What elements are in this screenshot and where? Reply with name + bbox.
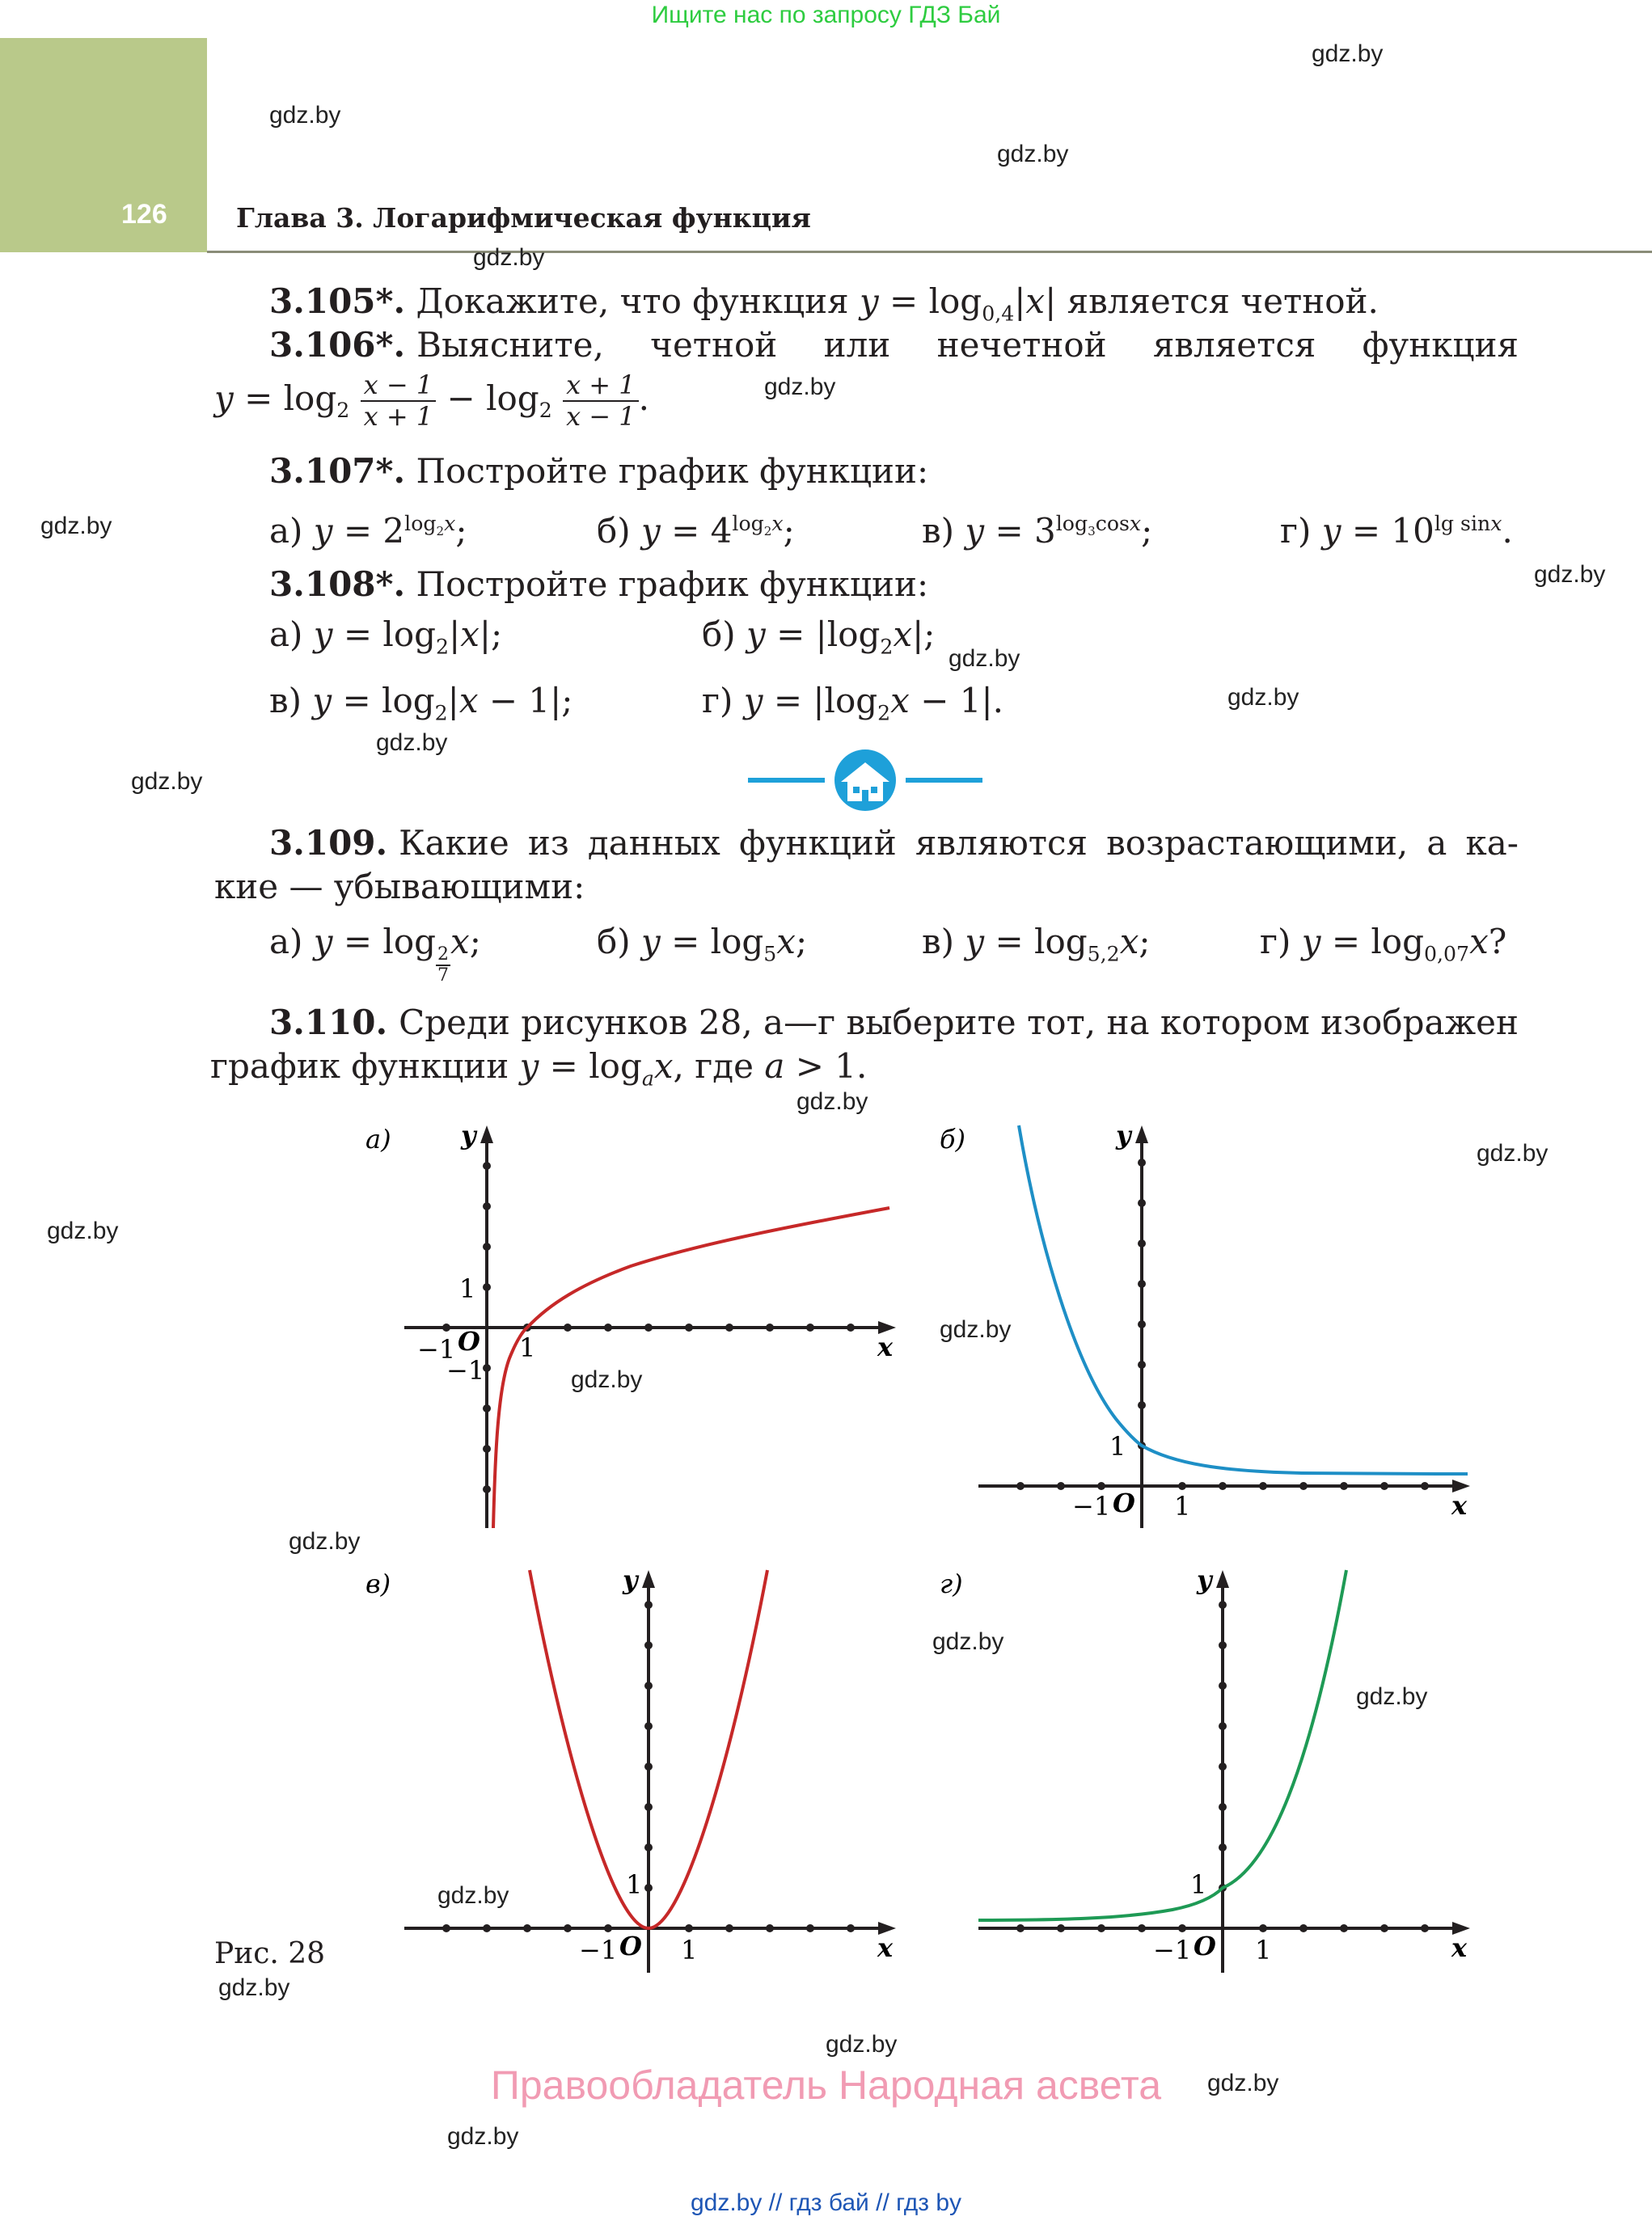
problem-number: 3.106*.	[269, 325, 406, 365]
tick-label: 1	[1255, 1935, 1272, 1965]
footer-links[interactable]: gdz.by // гдз бай // гдз by	[690, 2189, 962, 2216]
origin-label: O	[458, 1326, 480, 1357]
watermark: gdz.by	[376, 729, 448, 756]
tick-label: 1	[626, 1869, 643, 1900]
watermark: gdz.by	[447, 2123, 519, 2150]
y-axis-label: y	[1116, 1120, 1131, 1150]
item-3-107-d: г) $y = 10^{lg sinx}$.	[1280, 511, 1513, 551]
watermark: gdz.by	[1312, 40, 1384, 67]
watermark: gdz.by	[571, 1366, 643, 1393]
problem-3-109	[269, 823, 1519, 863]
origin-label: O	[1113, 1488, 1135, 1518]
home-divider	[744, 748, 987, 813]
x-axis-label: x	[877, 1332, 894, 1362]
figure-panel-b	[930, 1116, 1480, 1536]
item-3-108-a: а) $y = \log_2|x|$;	[269, 614, 503, 659]
tick-label: −1	[579, 1935, 618, 1965]
watermark: gdz.by	[40, 513, 112, 539]
problem-3-106	[269, 325, 1519, 365]
item-3-107-b: б) $y = 4^{log_2x}$;	[597, 511, 795, 551]
panel-label: б)	[940, 1124, 966, 1155]
watermark: gdz.by	[826, 2031, 898, 2058]
formula: y	[859, 281, 879, 321]
problem-3-107	[269, 451, 928, 491]
curve	[978, 1570, 1346, 1920]
header-rule	[207, 251, 1652, 253]
tick-label: 1	[1190, 1869, 1207, 1900]
watermark: gdz.by	[1534, 561, 1606, 588]
problem-3-109-line2: кие — убывающими:	[214, 867, 585, 906]
watermark: gdz.by	[47, 1218, 119, 1244]
x-axis-label: x	[877, 1932, 894, 1963]
watermark: gdz.by	[932, 1628, 1004, 1655]
item-3-109-c: в) $y = \log_{5,2}x$;	[922, 922, 1151, 966]
watermark: gdz.by	[473, 244, 545, 271]
item-3-109-b: б) $y = \log_5x$;	[597, 922, 808, 966]
watermark: gdz.by	[796, 1088, 868, 1115]
panel-label: г)	[940, 1568, 963, 1599]
tick-label: −1	[417, 1334, 456, 1365]
problem-text-tail: является четной.	[1067, 281, 1379, 321]
watermark: gdz.by	[1227, 684, 1299, 711]
tick-label: 1	[681, 1935, 698, 1965]
problem-number: 3.105*.	[269, 281, 406, 321]
tick-label: −1	[1153, 1935, 1192, 1965]
y-axis-label: y	[623, 1564, 638, 1595]
watermark: gdz.by	[949, 645, 1020, 672]
panel-label: в)	[365, 1568, 391, 1599]
problem-3-110-line2: график функции $y = \log_ax$, где a > 1.	[210, 1046, 868, 1091]
top-banner: Ищите нас по запросу ГДЗ Бай	[651, 2, 1001, 28]
page-number: 126	[121, 199, 167, 230]
tick-label: −1	[1072, 1491, 1111, 1522]
watermark: gdz.by	[764, 374, 836, 400]
watermark: gdz.by	[131, 768, 203, 795]
axes	[978, 1570, 1470, 1973]
y-axis-label: y	[461, 1120, 476, 1150]
home-icon	[834, 749, 896, 811]
x-axis-label: x	[1451, 1490, 1468, 1521]
item-3-109-a: а) y = log $\frac{2}{7}$ x;	[269, 922, 481, 986]
figure-panel-d	[930, 1560, 1480, 1981]
watermark: gdz.by	[940, 1316, 1012, 1343]
watermark: gdz.by	[289, 1528, 361, 1555]
curve	[493, 1208, 889, 1528]
chapter-title: Глава 3. Логарифмическая функция	[236, 202, 811, 234]
watermark: gdz.by	[1207, 2070, 1279, 2096]
problem-text: Постройте график функции:	[416, 564, 929, 604]
tick-label: 1	[519, 1332, 536, 1363]
copyright-notice: Правообладатель Народная асвета	[490, 2062, 1162, 2108]
watermark: gdz.by	[218, 1974, 290, 2001]
figure-panel-a	[356, 1116, 906, 1536]
figure-panel-c	[356, 1560, 906, 1981]
formula-3-106: $y = \log_2$ $\frac{x - 1}{x + 1}$ − $\log_2$ $\frac{x + 1}{x - 1}$ .	[214, 369, 649, 432]
watermark: gdz.by	[997, 141, 1069, 167]
item-3-109-d: г) $y = \log_{0,07}x$?	[1260, 922, 1507, 966]
watermark: gdz.by	[1356, 1683, 1428, 1710]
curve	[1019, 1125, 1468, 1474]
watermark: gdz.by	[269, 102, 341, 129]
origin-label: O	[619, 1931, 642, 1961]
panel-label: а)	[365, 1124, 391, 1155]
tick-label: 1	[459, 1273, 476, 1304]
problem-number: 3.107*.	[269, 451, 406, 491]
problem-text: Выясните, четной или нечетной является функция	[416, 325, 1519, 365]
header-color-block	[0, 38, 207, 252]
item-3-107-c: в) $y = 3^{log_3cosx}$;	[922, 511, 1153, 551]
problem-number: 3.109.	[269, 823, 388, 863]
problem-3-108	[269, 564, 928, 604]
problem-number: 3.108*.	[269, 564, 406, 604]
origin-label: O	[1194, 1931, 1216, 1961]
axes	[404, 1570, 896, 1973]
tick-label: −1	[446, 1355, 485, 1386]
problem-text: Докажите, что функция	[416, 281, 849, 321]
x-axis-label: x	[1451, 1932, 1468, 1963]
figure-caption: Рис. 28	[214, 1937, 326, 1970]
tick-label: 1	[1174, 1491, 1191, 1522]
problem-number: 3.110.	[269, 1003, 388, 1042]
tick-label: 1	[1109, 1431, 1126, 1462]
watermark: gdz.by	[437, 1882, 509, 1909]
problem-text: Какие из данных функций являются возрастающими, а ка-	[399, 823, 1519, 863]
item-3-108-d: г) $y = |\log_2x - 1|$.	[702, 681, 1003, 725]
watermark: gdz.by	[1477, 1140, 1548, 1167]
item-3-107-a: а) $y = 2^{log_2x}$;	[269, 511, 467, 551]
problem-3-110	[269, 1003, 1519, 1042]
item-3-108-b: б) $y = |\log_2x|$;	[702, 614, 936, 659]
problem-3-105: 3.105*. Докажите, что функция $y = \log_{0,4}|x|$ является четной.	[269, 281, 1379, 326]
item-3-108-c: в) $y = \log_2|x - 1|$;	[269, 681, 573, 725]
problem-text: Постройте график функции:	[416, 451, 929, 491]
problem-text: Среди рисунков 28, а—г выберите тот, на котором изображен	[399, 1003, 1519, 1042]
y-axis-label: y	[1197, 1564, 1212, 1595]
